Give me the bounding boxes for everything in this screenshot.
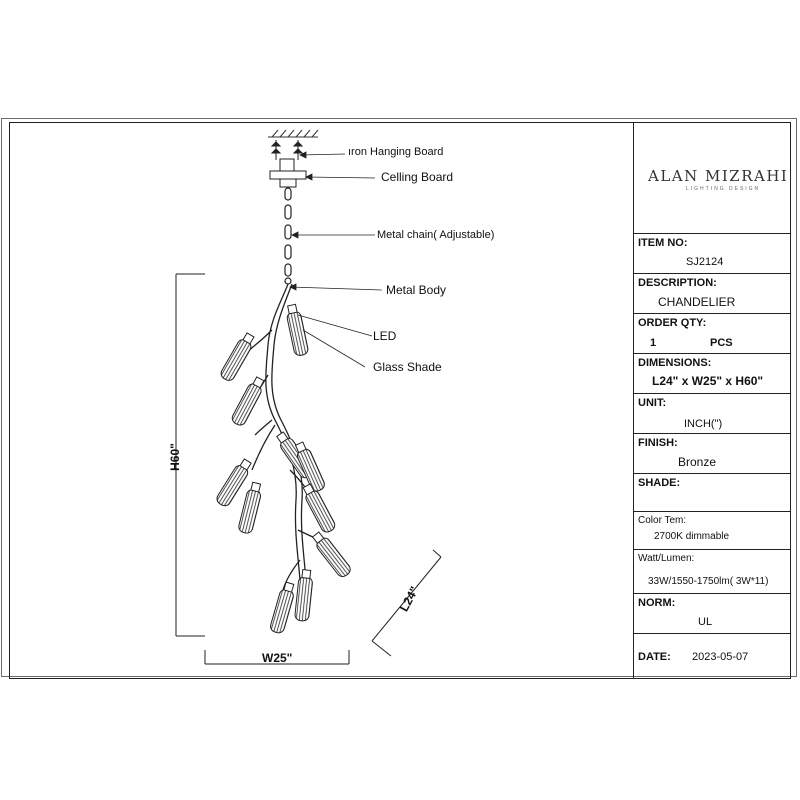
- row-finish: [634, 433, 791, 473]
- watt-label: Watt/Lumen:: [638, 553, 695, 564]
- glass-shades: [215, 304, 353, 635]
- dimensions-label: DIMENSIONS:: [638, 357, 712, 369]
- label-metal-chain: Metal chain( Adjustable): [377, 229, 495, 241]
- row-order-qty: [634, 313, 791, 353]
- row-color-temp: [634, 511, 791, 549]
- date-label: DATE:: [638, 651, 671, 663]
- title-block: [633, 123, 790, 678]
- date-value: 2023-05-07: [692, 651, 749, 663]
- label-ceiling-board: Celling Board: [381, 170, 454, 184]
- unit-label: UNIT:: [638, 397, 667, 409]
- dim-length: L24": [396, 584, 422, 614]
- color-temp-label: Color Tem:: [638, 515, 687, 526]
- order-qty-value: 1: [650, 337, 657, 349]
- description-value: CHANDELIER: [658, 295, 736, 309]
- color-temp-value: 2700K dimmable: [654, 531, 730, 542]
- shade-label: SHADE:: [638, 477, 681, 489]
- dim-height: H60": [168, 443, 182, 471]
- row-shade: [634, 473, 791, 511]
- ceiling-board: [270, 171, 306, 187]
- row-unit: [634, 393, 791, 433]
- finish-value: Bronze: [678, 455, 717, 469]
- row-watt: [634, 549, 791, 593]
- logo-tagline: LIGHTING DESIGN: [686, 186, 761, 192]
- label-led: LED: [373, 329, 397, 343]
- metal-chain: [285, 188, 291, 284]
- order-qty-unit: PCS: [710, 337, 733, 349]
- row-norm: [634, 593, 791, 633]
- row-dimensions: [634, 353, 791, 393]
- row-date: [634, 633, 791, 678]
- logo-name: ALAN MIZRAHI: [648, 167, 789, 185]
- label-metal-body: Metal Body: [386, 283, 447, 297]
- item-no-label: ITEM NO:: [638, 237, 688, 249]
- unit-value: INCH("): [684, 418, 723, 430]
- row-item-no: [634, 233, 791, 273]
- row-description: [634, 273, 791, 313]
- order-qty-label: ORDER QTY:: [638, 317, 707, 329]
- item-no-value: SJ2124: [686, 256, 724, 268]
- ceiling-hatch: [268, 130, 318, 137]
- finish-label: FINISH:: [638, 437, 678, 449]
- norm-label: NORM:: [638, 597, 676, 609]
- description-label: DESCRIPTION:: [638, 277, 717, 289]
- norm-value: UL: [698, 616, 713, 628]
- watt-value: 33W/1550-1750lm( 3W*11): [648, 576, 769, 587]
- label-hanging-board: ıron Hanging Board: [348, 146, 444, 158]
- dimensions-value: L24" x W25" x H60": [652, 374, 764, 388]
- label-glass-shade: Glass Shade: [373, 360, 442, 374]
- dim-width: W25": [262, 651, 293, 665]
- hanging-board: [272, 140, 302, 171]
